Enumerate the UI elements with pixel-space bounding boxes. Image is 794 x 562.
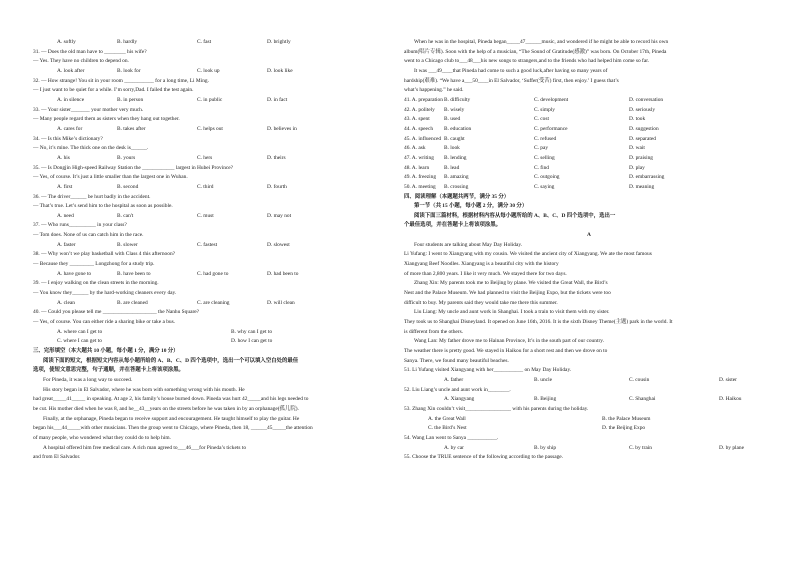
options-row <box>33 270 403 280</box>
text-line: had great_____41_____ in speaking. At age 2, his family’s house burned down. Pineda was hurt 42_____and his legs needed to <box>33 396 309 403</box>
option-text: D. believes in <box>267 125 297 132</box>
option-text: C. fastest <box>197 241 218 248</box>
options-row <box>404 424 774 434</box>
text-line: of more than 2,800 years. I like it very much. We stayed there for two days. <box>404 270 567 277</box>
option-text <box>404 444 444 454</box>
text-line: began his___44_____with other musicians. Then the group went to Chicago, where Pineda, then 18, ______45_____the attention <box>33 425 313 432</box>
option-text: 46. A. ask <box>404 145 426 152</box>
text-line: Zhang Xin: My parents took me to Beijing by plane. We visited the Great Wall, the Bird’s <box>414 280 608 287</box>
answer-row <box>404 395 774 405</box>
text-line: 个最佳选项，并在答题卡上将该项涂黑。 <box>404 222 502 229</box>
option-text <box>404 376 444 386</box>
text-line: 32. — How strange! You sit in your room ___________ for a long time, Li Ming. <box>33 77 209 84</box>
text-line: 51. Li Yufang visited Xiangyang with her___________ on May Day Holiday. <box>404 367 572 374</box>
answer-row <box>404 164 774 174</box>
option-text: D. will clean <box>267 299 295 306</box>
text-line: 选项，使短文意思完整，句子通顺，并在答题卡上将该项涂黑。 <box>33 367 184 374</box>
text-line: album(唱片专辑). Soon with the help of a musician, “The Sound of Gratitude(感激)” was born. On October 17th, Pineda <box>404 48 667 55</box>
option-text: C. by train <box>629 444 652 451</box>
answer-row <box>404 96 774 106</box>
option-text: C. third <box>197 183 214 190</box>
option-text: C. helps out <box>197 125 223 132</box>
option-text: A. his <box>57 154 70 161</box>
options-row <box>33 96 403 106</box>
text-line: They took us to Shanghai Disneyland. It opened on June 16th, 2016. It is the sixth Disney Theme(主题) park in the world. It <box>404 319 673 326</box>
text-line: 52. Liu Liang’s uncle and aunt work in________. <box>404 386 511 393</box>
answer-row <box>404 376 774 386</box>
option-text: D. by plane <box>719 444 745 451</box>
text-line: 第一节（共 15 小题，每小题 2 分，满分 30 分） <box>414 203 528 210</box>
option-text: B. by ship <box>534 444 557 451</box>
options-row <box>33 125 403 135</box>
text-line: 35. — Is Dongjin High-speed Railway Station the ____________ largest in Hubei Province? <box>33 164 234 171</box>
text-line: hardship(艰难). “We have a___50____in El Salvador, ‘Suffer(受苦) first, then enjoy.’ I guess that’s <box>404 77 619 84</box>
option-text: A. in silence <box>57 96 85 103</box>
option-text: B. look <box>444 145 460 152</box>
option-text: C. are cleaning <box>197 299 230 306</box>
text-line: For Pineda, it was a long way to succeed. <box>43 376 133 383</box>
option-text: C. outgoing <box>534 174 560 181</box>
option-text: D. praising <box>629 154 653 161</box>
option-text: A. where can I get to <box>57 328 103 335</box>
option-text: 43. A. spent <box>404 116 430 123</box>
option-text: D. look like <box>267 67 293 74</box>
option-text: D. brightly <box>267 39 291 45</box>
answer-row <box>404 183 774 193</box>
option-text: B. in person <box>117 96 144 103</box>
text-line: 三、完形填空（本大题共 10 小题，每小题 1 分，满分 10 分） <box>33 348 179 354</box>
option-text: D. wait <box>629 145 645 152</box>
answer-row <box>404 154 774 164</box>
option-text: B. look for <box>117 67 141 74</box>
option-text: D. theirs <box>267 154 286 161</box>
option-text: D. seriously <box>629 106 656 113</box>
option-text: C. performance <box>534 125 568 132</box>
text-line: 38. — Why won’t we play basketball with Class 4 this afternoon? <box>33 251 176 258</box>
option-text: D. fourth <box>267 183 287 190</box>
text-line: 55. Choose the TRUE sentence of the following according to the passage. <box>404 454 564 461</box>
option-text <box>404 395 444 405</box>
option-text: B. have been to <box>117 270 151 277</box>
option-text: D. play <box>629 164 645 171</box>
left-column <box>33 38 403 463</box>
option-text: B. used <box>444 116 461 123</box>
option-text: B. lending <box>444 154 467 161</box>
option-text: A. faster <box>57 241 76 248</box>
option-text: B. yours <box>117 154 136 161</box>
option-text: A. first <box>57 183 73 190</box>
option-text: C. must <box>197 212 214 219</box>
option-text: C. simply <box>534 106 555 113</box>
text-line: — Yes, of course. You can either ride a sharing bike or take a bus. <box>33 319 176 326</box>
answer-row <box>404 173 774 183</box>
text-line: and from El Salvador. <box>33 454 81 461</box>
option-text: B. the Palace Museum <box>602 415 651 422</box>
option-text: D. had been to <box>267 270 299 277</box>
option-text: 41. A. preparation <box>404 96 443 103</box>
option-text: D. took <box>629 116 646 123</box>
option-text: C. saying <box>534 183 555 190</box>
options-row <box>33 183 403 193</box>
option-text: C. in public <box>197 96 223 103</box>
text-line: It was ___49____that Pineda had come to such a good luck,after having so many years of <box>414 67 608 74</box>
option-text: B. caught <box>444 135 465 142</box>
text-line: The weather there is pretty good. We stayed in Haikou for a short rest and then we drove on to <box>404 348 608 354</box>
options-row <box>404 415 774 425</box>
option-text: C. pay <box>534 145 549 152</box>
option-text: A. Xiangyang <box>444 396 475 403</box>
option-text: 48. A. learn <box>404 164 430 171</box>
text-line: — Tom does. None of us can catch him in the race. <box>33 232 144 239</box>
option-text: D. conversation <box>629 96 664 103</box>
text-line: Li Yufang: I went to Xiangyang with my cousin. We visited the ancient city of Xiangyang. We ate the most famous <box>404 251 652 258</box>
option-text: A. look after <box>57 67 85 74</box>
option-text: C. hers <box>197 154 213 161</box>
option-text: 50. A. meeting <box>404 183 436 190</box>
text-line: 34. — Is this Mike’s dictionary? <box>33 135 103 142</box>
option-text: A. the Great Wall <box>428 415 466 422</box>
text-line: — That’s true. Let’s send him to the hospital as soon as possible. <box>33 203 173 210</box>
option-text: D. embarrassing <box>629 174 665 181</box>
option-text: A. by car <box>444 444 464 451</box>
text-line: 阅读下面的短文，根据短文内容从每小题所给的 A、B、C、D 四个选项中，选出一个可以填入空白处的最佳 <box>43 357 299 364</box>
answer-row <box>404 125 774 135</box>
option-text: C. selling <box>534 154 555 161</box>
options-row <box>33 299 403 309</box>
text-line: 36. — The driver______ be hurt badly in the accident. <box>33 193 151 200</box>
text-line: A <box>587 232 591 239</box>
answer-row <box>404 135 774 145</box>
option-text: D. sister <box>719 376 737 383</box>
option-text: B. wisely <box>444 106 465 113</box>
text-line: be cut. His mother died when he was 8, and he__43__years on the streets before he was taken in by an orphanage(孤儿院). <box>33 405 299 412</box>
option-text: A. father <box>444 376 464 383</box>
option-text: B. can't <box>117 212 134 219</box>
text-line: Four students are talking about May Day Holiday. <box>414 241 523 248</box>
option-text: D. may not <box>267 212 292 219</box>
option-text: 45. A. influenced <box>404 135 442 142</box>
option-text: C. cousin <box>629 376 650 383</box>
text-line: 54. Wang Lan went to Sanya ___________. <box>404 434 499 441</box>
option-text: B. are cleaned <box>117 299 148 306</box>
option-text: D. separated <box>629 135 656 142</box>
text-line: A hospital offered him free medical care. A rich man agreed to___46___for Pineda’s tickets to <box>43 444 247 451</box>
option-text: D. the Beijing Expo <box>602 425 646 432</box>
text-line: difficult to buy. My parents said they would take me there this summer. <box>404 299 558 306</box>
option-text: C. had gone to <box>197 270 229 277</box>
option-text: B. crossing <box>444 183 469 190</box>
option-text: C. refused <box>534 135 557 142</box>
option-text: C. where I can get to <box>57 338 102 345</box>
answer-row <box>404 444 774 454</box>
text-line: 四、阅读理解（本题题共两节，满分 35 分） <box>404 193 510 200</box>
text-line: 31. — Does the old man have to ________ his wife? <box>33 48 147 55</box>
option-text: C. cost <box>534 116 549 123</box>
text-line: 阅读下面三篇材料，根据材料内容从每小题所给的 A、B、C、D 四个选项中，选出一 <box>414 212 616 219</box>
options-row <box>33 241 403 251</box>
option-text: C. fast <box>197 39 212 45</box>
text-line: Liu Liang: My uncle and aunt work in Shanghai. I took a train to visit them with my sister. <box>414 309 610 316</box>
text-line: Sanya. There, we found many beautiful beaches. <box>404 357 509 364</box>
text-line: — No, it’s mine. The thick one on the desk is______. <box>33 145 149 152</box>
option-text: C. Shanghai <box>629 396 656 403</box>
option-text: C. the Bird’s Nest <box>428 425 467 432</box>
option-text: D. in fact <box>267 96 288 103</box>
option-text: D. how I can get to <box>231 338 273 345</box>
text-line: His story began in El Salvador, where he was born with something wrong with his mouth. He <box>43 386 245 393</box>
options-row <box>33 328 403 338</box>
option-text: 42. A. politely <box>404 106 435 113</box>
text-line: 37. — Who runs__________ in your class? <box>33 222 127 229</box>
option-text: B. uncle <box>534 376 552 383</box>
text-line: — Many people regard them as sisters when they hang out together. <box>33 116 180 123</box>
option-text: D. meaning <box>629 183 655 190</box>
text-line: — Because they _________ Longzhong for a study trip. <box>33 261 155 268</box>
options-row <box>33 38 403 48</box>
options-row <box>33 212 403 222</box>
answer-row <box>404 115 774 125</box>
text-line: Wang Lan: My father drove me to Hainan Province, It’s in the south part of our country. <box>414 338 604 345</box>
text-line: — Yes, of course. It’s just a little smaller than the largest one in Wuhan. <box>33 174 188 181</box>
text-line: what’s happening.” he said. <box>404 87 464 94</box>
text-line: is different from the others. <box>404 328 464 335</box>
text-line: When he was in the hospital, Pineda began_____47______music, and wondered if he might be able to record his own <box>414 39 669 45</box>
text-line: Finally, at the orphanage, Pineda began to receive support and encouragement. He taught himself to play the guitar. He <box>43 415 300 422</box>
option-text: A. softly <box>57 39 76 45</box>
option-text: D. slowest <box>267 241 290 248</box>
option-text: B. why can I get to <box>231 328 273 335</box>
options-row <box>33 337 403 347</box>
text-line: — Yes. They have no children to depend on. <box>33 58 129 65</box>
text-line: — You know they______ by the hard-working cleaners every day. <box>33 290 177 297</box>
option-text: A. have gone to <box>57 270 92 277</box>
answer-row <box>404 106 774 116</box>
option-text: A. cares for <box>57 125 83 132</box>
option-text: C. development <box>534 96 569 103</box>
option-text: D. Haikou <box>719 396 742 403</box>
option-text: B. takes after <box>117 125 146 132</box>
option-text: B. Beijing <box>534 396 557 403</box>
option-text: B. amazing <box>444 174 469 181</box>
text-line: 39. — I enjoy walking on the clean streets in the morning. <box>33 280 159 287</box>
answer-row <box>404 144 774 154</box>
option-text: B. second <box>117 183 139 190</box>
option-text: 44. A. speech <box>404 125 434 132</box>
option-text: B. difficulty <box>444 96 471 103</box>
option-text: C. find <box>534 164 549 171</box>
right-column <box>404 38 774 463</box>
text-line: 33. — Your sister_______ your mother very much. <box>33 106 144 113</box>
option-text: 47. A. writing <box>404 154 434 161</box>
text-line: — I just want to be quiet for a while. I’m sorry,Dad. I failed the test again. <box>33 87 194 94</box>
text-line: of many people, who wondered what they could do to help him. <box>33 434 171 441</box>
text-line: Xiangyang Beef Noodles. Xiangyang is a beautiful city with the history <box>404 261 559 268</box>
option-text: B. lead <box>444 164 460 171</box>
option-text: A. clean <box>57 299 75 306</box>
option-text: B. education <box>444 125 472 132</box>
option-text: C. look up <box>197 67 220 74</box>
text-line: 53. Zhang Xin couldn’t visit_________________ with his parents during the holiday. <box>404 405 589 412</box>
text-line: Nest and the Palace Museum. We had planned to visit the Beijing Expo, but the tickets were too <box>404 290 611 297</box>
option-text: B. slower <box>117 241 138 248</box>
text-line: went to a Chicago club to___48___his new songs to strangers,and to the friends who had helped him come so far. <box>404 58 650 65</box>
option-text: D. suggestion <box>629 125 659 132</box>
options-row <box>33 154 403 164</box>
option-text: 49. A. freezing <box>404 174 437 181</box>
option-text: B. hardly <box>117 39 138 45</box>
text-line: 40. — Could you please tell me ____________________ the Nanhu Square? <box>33 309 200 316</box>
options-row <box>33 67 403 77</box>
option-text: A. need <box>57 212 74 219</box>
